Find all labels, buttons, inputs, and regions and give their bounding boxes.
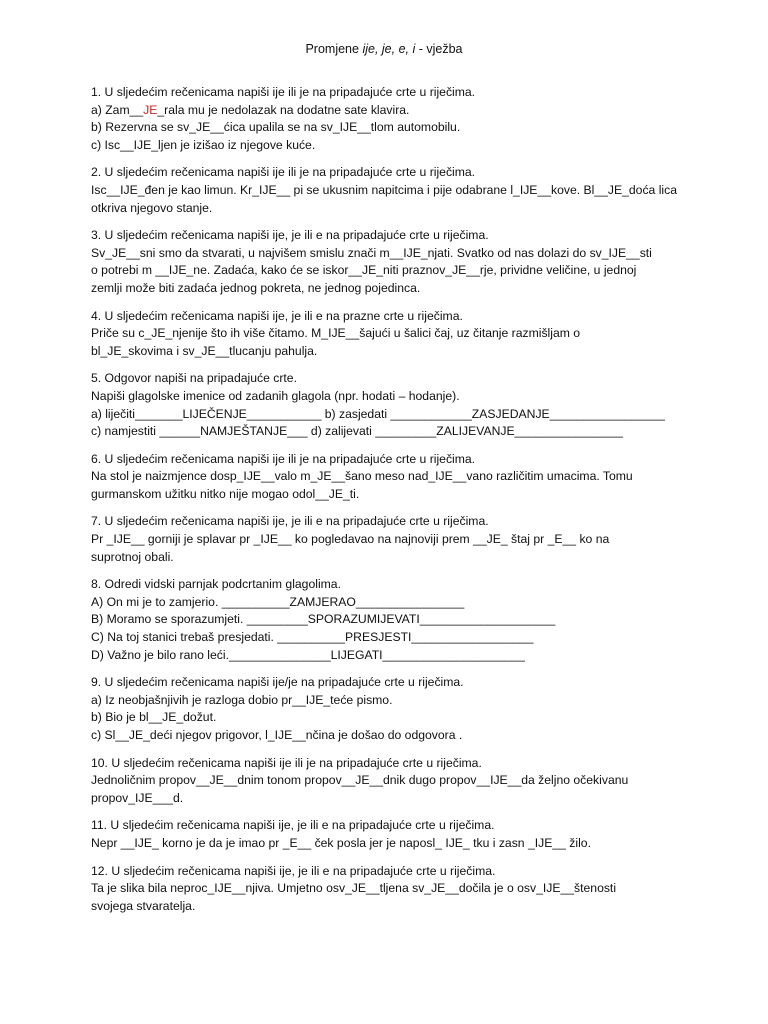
exercise-heading: 4. U sljedećim rečenicama napiši ije, je ili e na prazne crte u riječima.: [91, 308, 463, 323]
exercise-heading: 9. U sljedećim rečenicama napiši ije/je na pripadajuće crte u riječima.: [91, 675, 464, 690]
exercise-12: [91, 863, 691, 916]
exercise-line: B) Moramo se sporazumjeti. _________SPORAZUMIJEVATI____________________: [91, 612, 556, 627]
exercise-line: c) Isc__IJE_ljen je izišao iz njegove kuće.: [91, 137, 316, 152]
exercise-3: [91, 227, 691, 297]
exercise-line: o potrebi m __IJE_ne. Zadaća, kako će se iskor__JE_niti praznov_JE__rje, prividne veličine, u jednoj: [91, 263, 637, 278]
exercise-8: [91, 576, 691, 664]
exercise-line: c) namjestiti ______NAMJEŠTANJE___ d) zalijevati _________ZALIJEVANJE________________: [91, 424, 624, 439]
exercise-heading: 8. Odredi vidski parnjak podcrtanim glagolima.: [91, 577, 341, 592]
title-suffix: - vježba: [415, 42, 463, 56]
exercise-line: suprotnoj obali.: [91, 549, 174, 564]
exercise-heading: 6. U sljedećim rečenicama napiši ije ili je na pripadajuće crte u riječima.: [91, 451, 476, 466]
exercise-line: Isc__IJE_đen je kao limun. Kr_IJE__ pi se ukusnim napitcima i pije odabrane l_IJE__kove. Bl__JE_doća lica otkriva njegovo stanje.: [91, 182, 678, 215]
exercise-line: b) Rezervna se sv_JE__ćica upalila se na sv_IJE__tlom automobilu.: [91, 120, 461, 135]
exercise-line: gurmanskom užitku nitko nije mogao odol__JE_ti.: [91, 486, 360, 501]
exercise-line: Sv_JE__sni smo da stvarati, u najvišem smislu znači m__IJE_njati. Svatko od nas dolazi do sv_IJE__sti: [91, 245, 652, 260]
exercise-9: [91, 674, 691, 744]
exercise-list: [91, 84, 691, 925]
exercise-7: [91, 513, 691, 566]
exercise-line: [91, 102, 691, 120]
exercise-line: D) Važno je bilo rano leći._______________LIJEGATI_____________________: [91, 647, 525, 662]
exercise-line: A) On mi je to zamjerio. __________ZAMJERAO________________: [91, 594, 465, 609]
exercise-11: [91, 817, 691, 852]
exercise-1: [91, 84, 691, 154]
exercise-line: Ta je slika bila neproc_IJE__njiva. Umjetno osv_JE__tljena sv_JE__dočila je o osv_IJE__štenosti: [91, 881, 617, 896]
answer-highlight: JE: [143, 102, 158, 117]
exercise-line: svojega stvaratelja.: [91, 898, 196, 913]
line-segment: _rala mu je nedolazak na dodatne sate klavira.: [157, 102, 410, 117]
exercise-5: [91, 370, 691, 440]
exercise-heading: 3. U sljedećim rečenicama napiši ije, je ili e na pripadajuće crte u riječima.: [91, 228, 489, 243]
exercise-heading: 12. U sljedećim rečenicama napiši ije, je ili e na pripadajuće crte u riječima.: [91, 863, 496, 878]
exercise-heading: 2. U sljedećim rečenicama napiši ije ili je na pripadajuće crte u riječima.: [91, 165, 476, 180]
exercise-4: [91, 308, 691, 361]
title-italic: ije, je, e, i: [362, 42, 416, 56]
exercise-line: Jednoličnim propov__JE__dnim tonom propov__JE__dnik dugo propov__IJE__da željno očekivanu: [91, 773, 629, 788]
exercise-line: Na stol je naizmjence dosp_IJE__valo m_JE__šano meso nad_IJE__vano različitim umacima. Tomu: [91, 469, 633, 484]
exercise-heading: 5. Odgovor napiši na pripadajuće crte.: [91, 371, 297, 386]
exercise-2: [91, 164, 691, 217]
exercise-line: b) Bio je bl__JE_dožut.: [91, 710, 217, 725]
exercise-line: bl_JE_skovima i sv_JE__tlucanju pahulja.: [91, 343, 318, 358]
exercise-heading: 7. U sljedećim rečenicama napiši ije, je ili e na pripadajuće crte u riječima.: [91, 514, 489, 529]
exercise-line: Napiši glagolske imenice od zadanih glagola (npr. hodati – hodanje).: [91, 388, 460, 403]
title-prefix: Promjene: [305, 42, 363, 56]
exercise-line: Pr _IJE__ gorniji je splavar pr _IJE__ ko pogledavao na najnoviji prem __JE_ štaj pr _E__ ko na: [91, 532, 610, 547]
line-segment: a) Zam__: [91, 102, 144, 117]
exercise-heading: 1. U sljedećim rečenicama napiši ije ili je na pripadajuće crte u riječima.: [91, 85, 476, 99]
page-title: [0, 42, 768, 56]
exercise-line: C) Na toj stanici trebaš presjedati. __________PRESJESTI__________________: [91, 630, 534, 645]
exercise-line: Priče su c_JE_njenije što ih više čitamo. M_IJE__šajući u šalici čaj, uz čitanje razmišljam o: [91, 326, 581, 341]
exercise-heading: 10. U sljedećim rečenicama napiši ije ili je na pripadajuće crte u riječima.: [91, 755, 482, 770]
exercise-line: zemlji može biti zadaća jednog pokreta, ne jednog pojedinca.: [91, 280, 421, 295]
exercise-6: [91, 451, 691, 504]
exercise-10: [91, 755, 691, 808]
exercise-line: a) liječiti_______LIJEČENJE___________ b) zasjedati ____________ZASJEDANJE_________________: [91, 406, 665, 421]
exercise-line: a) Iz neobjašnjivih je razloga dobio pr__IJE_teće pismo.: [91, 692, 393, 707]
exercise-line: Nepr __IJE_ korno je da je imao pr _E__ ček posla jer je naposl_ IJE_ tku i zasn _IJE__ žilo.: [91, 835, 591, 850]
exercise-line: propov_IJE___d.: [91, 790, 184, 805]
exercise-heading: 11. U sljedećim rečenicama napiši ije, je ili e na pripadajuće crte u riječima.: [91, 818, 495, 833]
exercise-line: c) Sl__JE_deći njegov prigovor, l_IJE__nčina je došao do odgovora .: [91, 728, 463, 742]
